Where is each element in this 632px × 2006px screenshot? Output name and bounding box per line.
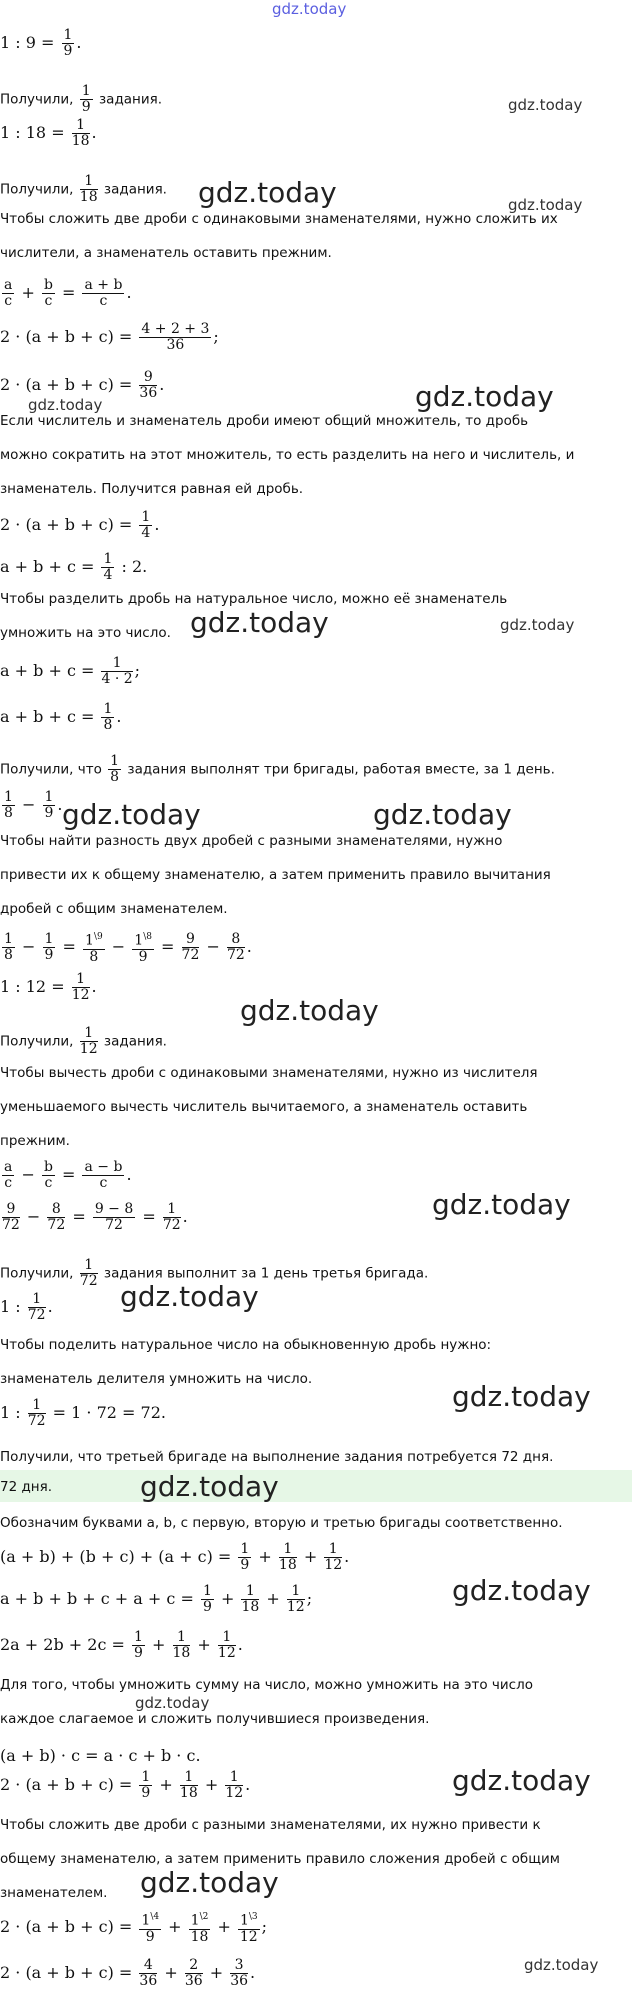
- math-line: $\frac{a}{c}$ − $\frac{b}{c}$ = $\frac{a - b}{c}$ .: [4, 1159, 132, 1191]
- math-line: 2 · (a + b + c) = $\frac{9}{36}$ .: [0, 369, 165, 401]
- text-line: знаменатель. Получится равная ей дробь.: [0, 481, 304, 497]
- watermark: gdz.today: [140, 1470, 279, 1503]
- watermark: gdz.today: [432, 1188, 571, 1221]
- site-logo[interactable]: gdz.today: [272, 0, 347, 18]
- text-line: Получили, $\frac{1}{9}$ задания.: [0, 83, 163, 115]
- watermark: gdz.today: [120, 1280, 259, 1313]
- text-line: уменьшаемого вычесть числитель вычитаемого, а знаменатель оставить: [0, 1099, 528, 1115]
- math-line: a + b + c = $\frac{1}{4 \cdot 2}$ ;: [0, 655, 141, 687]
- text: Получили,: [0, 91, 74, 108]
- text: Получили,: [0, 1033, 74, 1050]
- text: Получили,: [0, 1265, 74, 1282]
- math-line: 2 · (a + b + c) = $\frac{4}{36}$ + $\frac{2}{36}$ + $\frac{3}{36}$ .: [0, 1957, 256, 1989]
- watermark: gdz.today: [508, 96, 583, 114]
- text-line: Чтобы сложить две дроби с одинаковыми знаменателями, нужно сложить их: [0, 211, 558, 227]
- text: Получили, что: [0, 761, 102, 778]
- watermark: gdz.today: [198, 176, 337, 209]
- text: задания выполнят три бригады, работая вместе, за 1 день.: [127, 761, 555, 778]
- text-line: умножить на это число.: [0, 625, 171, 641]
- watermark: gdz.today: [500, 616, 575, 634]
- text-line: знаменателем.: [0, 1885, 108, 1901]
- text-line: Чтобы разделить дробь на натуральное число, можно её знаменатель: [0, 591, 508, 607]
- math-line: $\frac{1}{8}$ − $\frac{1}{9}$ = $\frac{1^{\backslash 9}}{8}$ − $\frac{1^{\backslash 8}}{9}$ = $\frac{9}{72}$ − $\frac{8}{72}$ .: [4, 930, 252, 965]
- text-line: Для того, чтобы умножить сумму на число, можно умножить на это число: [0, 1677, 533, 1693]
- math-line: $\frac{9}{72}$ − $\frac{8}{72}$ = $\frac{9 - 8}{72}$ = $\frac{1}{72}$ .: [2, 1201, 188, 1233]
- watermark: gdz.today: [452, 1380, 591, 1413]
- text-line: Чтобы поделить натуральное число на обыкновенную дробь нужно:: [0, 1337, 492, 1353]
- watermark: gdz.today: [452, 1764, 591, 1797]
- answer: 72 дня.: [0, 1479, 53, 1495]
- text-line: Обозначим буквами a, b, c первую, вторую и третью бригады соответственно.: [0, 1515, 563, 1531]
- text-line: знаменатель делителя умножить на число.: [0, 1371, 313, 1387]
- text: задания.: [103, 1033, 167, 1050]
- text-line: можно сократить на этот множитель, то есть разделить на него и числитель, и: [0, 447, 575, 463]
- watermark: gdz.today: [415, 380, 554, 413]
- math-line: 2 · (a + b + c) = $\frac{1}{4}$ .: [0, 509, 160, 541]
- watermark: gdz.today: [373, 798, 512, 831]
- math-line: 2 · (a + b + c) = $\frac{4 + 2 + 3}{36}$ ;: [0, 321, 219, 353]
- math-line: 1 : $\frac{1}{72}$ .: [0, 1291, 53, 1323]
- math-line: 2 · (a + b + c) = $\frac{1}{9}$ + $\frac{1}{18}$ + $\frac{1}{12}$ .: [0, 1769, 251, 1801]
- watermark: gdz.today: [140, 1866, 279, 1899]
- watermark: gdz.today: [524, 1956, 599, 1974]
- text-line: привести их к общему знаменателю, а затем применить правило вычитания: [0, 867, 551, 883]
- text-line: Получили, $\frac{1}{12}$ задания.: [0, 1025, 167, 1057]
- text-line: Если числитель и знаменатель дроби имеют общий множитель, то дробь: [0, 413, 529, 429]
- math-line: (a + b) · c = a · c + b · c.: [0, 1746, 201, 1765]
- watermark: gdz.today: [240, 994, 379, 1027]
- math-line: (a + b) + (b + c) + (a + c) = $\frac{1}{9}$ + $\frac{1}{18}$ + $\frac{1}{12}$ .: [0, 1541, 350, 1573]
- text-line: общему знаменателю, а затем применить правило сложения дробей с общим: [0, 1851, 560, 1867]
- text-line: Чтобы вычесть дроби с одинаковыми знаменателями, нужно из числителя: [0, 1065, 538, 1081]
- math-line: 1 : 12 = $\frac{1}{12}$ .: [0, 971, 97, 1003]
- math-line: 2 · (a + b + c) = $\frac{1^{\backslash 4}}{9}$ + $\frac{1^{\backslash 2}}{18}$ + $\frac{1^{\backslash 3}}{12}$ ;: [0, 1912, 268, 1945]
- watermark: gdz.today: [452, 1574, 591, 1607]
- text-line: дробей с общим знаменателем.: [0, 901, 228, 917]
- watermark: gdz.today: [62, 798, 201, 831]
- math-line: a + b + c = $\frac{1}{4}$ : 2.: [0, 551, 148, 583]
- math-line: 2a + 2b + 2c = $\frac{1}{9}$ + $\frac{1}{18}$ + $\frac{1}{12}$ .: [0, 1629, 243, 1661]
- math-line: 1 : 18 = $\frac{1}{18}$ .: [0, 117, 97, 149]
- math-line: $\frac{a}{c}$ + $\frac{b}{c}$ = $\frac{a + b}{c}$ .: [4, 277, 132, 309]
- math-line: a + b + c = $\frac{1}{8}$ .: [0, 701, 122, 733]
- text-line: Получили, $\frac{1}{72}$ задания выполнит за 1 день третья бригада.: [0, 1257, 429, 1289]
- math-line: 1 : $\frac{1}{72}$ = 1 · 72 = 72.: [0, 1397, 166, 1429]
- math-line: 1 : 9 = $\frac{1}{9}$ .: [0, 27, 82, 59]
- text: Получили,: [0, 181, 74, 198]
- text: задания.: [103, 181, 167, 198]
- fraction: $\frac{1}{9}$: [63, 27, 73, 59]
- math-line: a + b + b + c + a + c = $\frac{1}{9}$ + $\frac{1}{18}$ + $\frac{1}{12}$ ;: [0, 1583, 313, 1615]
- text-line: прежним.: [0, 1133, 70, 1149]
- watermark: gdz.today: [28, 396, 103, 414]
- text: задания выполнит за 1 день третья бригада.: [103, 1265, 429, 1282]
- text-line: Получили, что третьей бригаде на выполнение задания потребуется 72 дня.: [0, 1449, 554, 1465]
- text-line: Получили, $\frac{1}{18}$ задания.: [0, 173, 167, 205]
- text-line: Чтобы сложить две дроби с разными знаменателями, их нужно привести к: [0, 1817, 541, 1833]
- text-line: Чтобы найти разность двух дробей с разными знаменателями, нужно: [0, 833, 503, 849]
- watermark: gdz.today: [135, 1694, 210, 1712]
- watermark: gdz.today: [190, 606, 329, 639]
- text-line: Получили, что $\frac{1}{8}$ задания выполнят три бригады, работая вместе, за 1 день.: [0, 753, 555, 785]
- math-line: $\frac{1}{8}$ − $\frac{1}{9}$ .: [4, 789, 63, 821]
- text-line: каждое слагаемое и сложить получившиеся произведения.: [0, 1711, 430, 1727]
- text: задания.: [99, 91, 163, 108]
- watermark: gdz.today: [508, 196, 583, 214]
- text-line: числители, а знаменатель оставить прежним.: [0, 245, 332, 261]
